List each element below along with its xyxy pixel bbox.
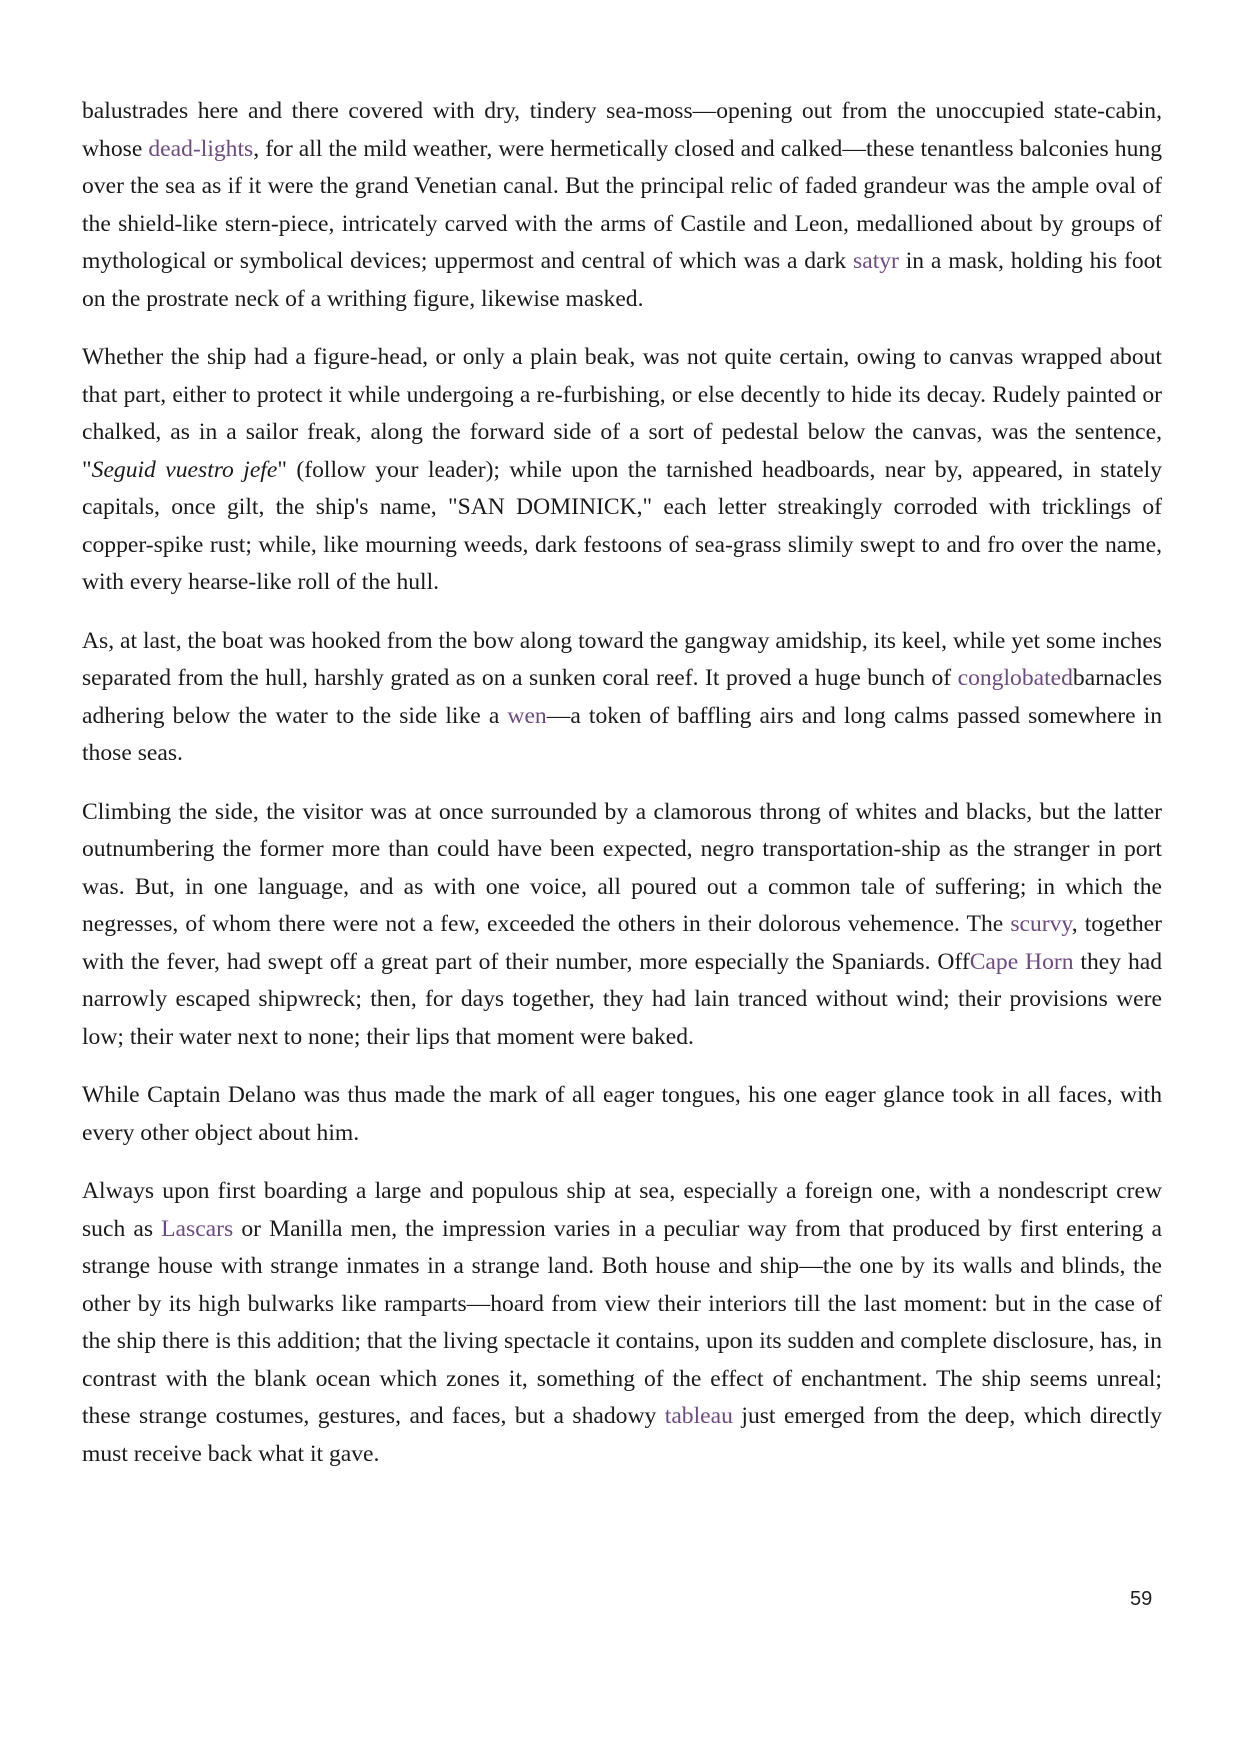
page-number: 59 [1130,1588,1153,1610]
link-satyr[interactable]: satyr [853,248,899,274]
paragraph-boarding-impression [82,1173,1162,1473]
paragraph-text: they had narrowly escaped shipwreck; then, for days together, they had lain tranced without wind; their provisions were low; their water next to none; their lips that moment were baked. [82,948,1163,1050]
link-dead-lights[interactable]: dead-lights [148,135,254,162]
paragraph-text: Climbing the side, the visitor was at once surrounded by a clamorous throng of whites and blacks, but the latter outnumbering the former more than could have been expected, negro transportation-ship as the stranger in port was. But, in one language, and as with one voice, all poured out a common tale of suffering; in which the negresses, of whom there were not a few, exceeded the others in their dolorous vehemence. The [82,798,1162,937]
page-body [82,93,1162,1494]
paragraph-boat-hooked [82,623,1162,773]
paragraph-text: " (follow your leader); while upon the tarnished headboards, near by, appeared, in stately capitals, once gilt, the ship's name, "SAN DOMINICK," each letter streakingly corroded with tricklings of copper-spike rust; while, like mourning weeds, dark festoons of sea-grass slimily swept to and fro over the name, with every hearse-like roll of the hull. [82,456,1162,595]
paragraph-climbing-side [82,794,1162,1057]
paragraph-text: barnacles adhering below the water to the side like a [82,665,1162,729]
link-cape-horn[interactable]: Cape Horn [969,948,1074,975]
italic-motto: Seguid vuestro jefe [91,456,278,483]
paragraph-text: —a token of baffling airs and long calms passed somewhere in those seas. [82,702,1162,766]
paragraph-text: , together with the fever, had swept off a great part of their number, more especially the Spaniards. Off [82,911,1162,975]
paragraph-text: While Captain Delano was thus made the mark of all eager tongues, his one eager glance took in all faces, with every other object about him. [82,1082,1162,1146]
link-scurvy[interactable]: scurvy [1010,911,1072,937]
paragraph-text: Whether the ship had a figure-head, or only a plain beak, was not quite certain, owing to canvas wrapped about that part, either to protect it while undergoing a re-furbishing, or else decently to hide its decay. Rudely painted or chalked, as in a sailor freak, along the forward side of a sort of pedestal below the canvas, was the sentence, " [82,344,1162,483]
paragraph-captain-delano [82,1077,1162,1152]
paragraph-text: balustrades here and there covered with dry, tindery sea-moss—opening out from the unoccupied state-cabin, whose [82,98,1162,162]
link-wen[interactable]: wen [507,702,547,729]
paragraph-text: in a mask, holding his foot on the prostrate neck of a writhing figure, likewise masked. [82,248,1162,312]
paragraph-text: just emerged from the deep, which directly must receive back what it gave. [82,1403,1162,1467]
link-lascars[interactable]: Lascars [161,1215,234,1242]
paragraph-text: , for all the mild weather, were hermetically closed and calked—these tenantless balconies hung over the sea as if it were the grand Venetian canal. But the principal relic of faded grandeur was the ample oval of the shield-like stern-piece, intricately carved with the arms of Castile and Leon, medallioned about by groups of mythological or symbolical devices; uppermost and central of which was a dark [82,135,1162,274]
paragraph-text: or Manilla men, the impression varies in a peculiar way from that produced by first entering a strange house with strange inmates in a strange land. Both house and ship—the one by its walls and blinds, the other by its high bulwarks like ramparts—hoard from view their interiors till the last moment: but in the case of the ship there is this addition; that the living spectacle it contains, upon its sudden and complete disclosure, has, in contrast with the blank ocean which zones it, something of the effect of enchantment. The ship seems unreal; these strange costumes, gestures, and faces, but a shadowy [82,1215,1162,1429]
paragraph-stern-description [82,93,1162,318]
link-tableau[interactable]: tableau [664,1403,733,1429]
paragraph-text: Always upon first boarding a large and populous ship at sea, especially a foreign one, with a nondescript crew such as [82,1178,1162,1242]
link-conglobated[interactable]: conglobated [957,665,1073,691]
paragraph-figure-head [82,339,1162,602]
paragraph-text: As, at last, the boat was hooked from the bow along toward the gangway amidship, its keel, while yet some inches separated from the hull, harshly grated as on a sunken coral reef. It proved a huge bunch of [82,627,1162,691]
